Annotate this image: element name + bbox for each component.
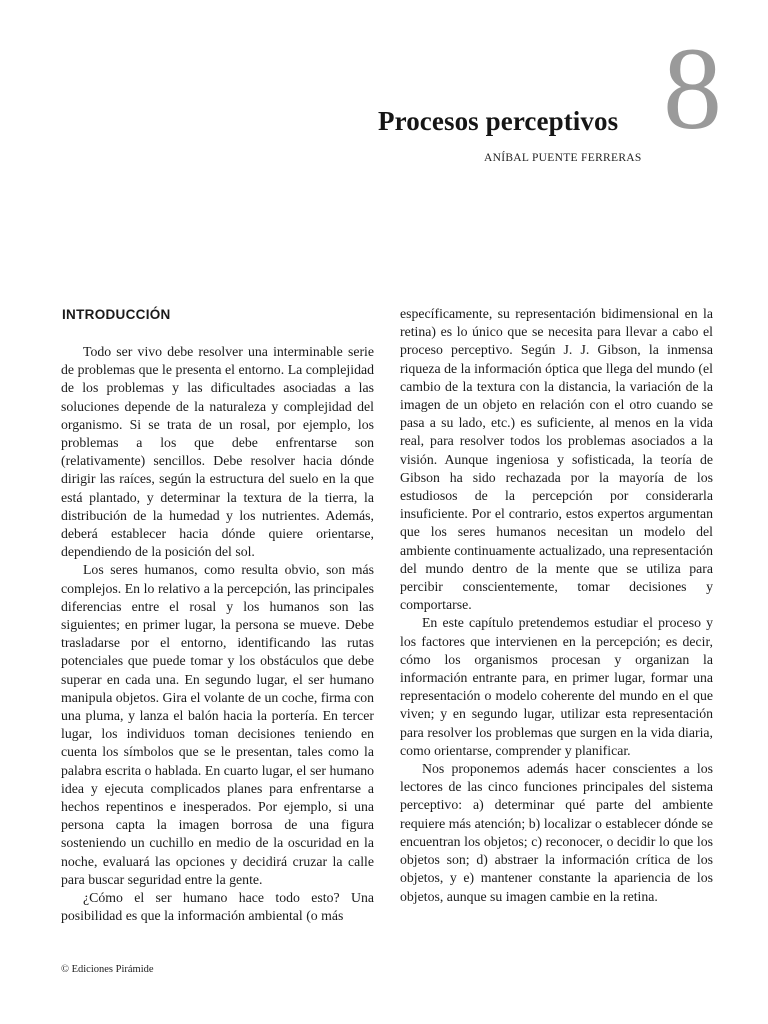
chapter-title: Procesos perceptivos bbox=[378, 106, 619, 136]
left-column bbox=[61, 343, 374, 926]
right-column bbox=[400, 305, 713, 906]
paragraph: Los seres humanos, como resulta obvio, son más complejos. En lo relativo a la percepción, las principales diferencias entre el rosal y los humanos son las siguientes; en primer lugar, la persona se mueve. Debe trasladarse por el entorno, identificando las rutas potenciales que puede tomar y los obstáculos que debe superar en cada una. En segundo lugar, el ser humano manipula objetos. Gira el volante de un coche, firma con una pluma, y lanza el balón hacia la portería. En tercer lugar, los individuos toman decisiones teniendo en cuenta los símbolos que se le presentan, tales como la palabra escrita o hablada. En cuarto lugar, el ser humano idea y ejecuta complicados planes para enfrentarse a hechos repentinos e inesperados. Por ejemplo, si una persona capta la imagen borrosa de una figura sosteniendo un cuchillo en medio de la oscuridad en la noche, evaluará las opciones y decidirá cruzar la calle para buscar seguridad entre la gente. bbox=[61, 562, 375, 887]
chapter-author: ANÍBAL PUENTE FERRERAS bbox=[484, 152, 642, 164]
section-heading: INTRODUCCIÓN bbox=[62, 307, 171, 322]
paragraph: En este capítulo pretendemos estudiar el proceso y los factores que intervienen en la percepción; es decir, cómo los organismos procesan y organizan la información entrante para, en primer lugar, formar una representación o modelo coherente del mundo en el que viven; y en segundo lugar, utilizar esta representación para resolver los problemas que surgen en la vida diaria, como orientarse, comprender y planificar. bbox=[400, 615, 713, 758]
chapter-number: 8 bbox=[663, 23, 722, 154]
paragraph: Todo ser vivo debe resolver una interminable serie de problemas que le presenta el entorno. La complejidad de los problemas y las dificultades asociadas a las soluciones depende de la naturaleza y complejidad del organismo. Si se trata de un rosal, por ejemplo, los problemas a los que debe enfrentarse son (relativamente) sencillos. Debe resolver hacia dónde dirigir las raíces, según la estructura del suelo en la que está plantado, y determinar la textura de la tierra, la distribución de la humedad y los nutrientes. Además, deberá establecer hacia dónde quiere orientarse, dependiendo de la posición del sol. bbox=[61, 344, 374, 560]
paragraph: ¿Cómo el ser humano hace todo esto? Una posibilidad es que la información ambiental (o más bbox=[61, 890, 374, 924]
paragraph-continued: específicamente, su representación bidimensional en la retina) es lo único que se necesita para llevar a cabo el proceso perceptivo. Según J. J. Gibson, la inmensa riqueza de la información óptica que llega del mundo (el cambio de la textura con la distancia, la variación de la imagen de un objeto en relación con el otro cuando se pasa a su lado, etc.) es suficiente, al menos en la vida real, para resolver todos los problemas asociados a la visión. Aunque ingeniosa y sofisticada, la teoría de Gibson ha sido rechazada por la mayoría de los estudiosos de la percepción por considerarla insuficiente. Por el contrario, estos expertos argumentan que los seres humanos necesitan un modelo del ambiente continuamente actualizado, una representación del mundo dentro de la mente que se utiliza para percibir conscientemente, tomar decisiones y comportarse. bbox=[400, 306, 713, 613]
copyright-footer: © Ediciones Pirámide bbox=[61, 964, 154, 975]
paragraph: Nos proponemos además hacer conscientes a los lectores de las cinco funciones principales del sistema perceptivo: a) determinar qué parte del ambiente requiere más atención; b) localizar o establecer dónde se encuentran los objetos; c) reconocer, o decidir lo que los objetos son; d) abstraer la información crítica de los objetos, y e) mantener constante la apariencia de los objetos, aunque su imagen cambie en la retina. bbox=[400, 761, 713, 904]
